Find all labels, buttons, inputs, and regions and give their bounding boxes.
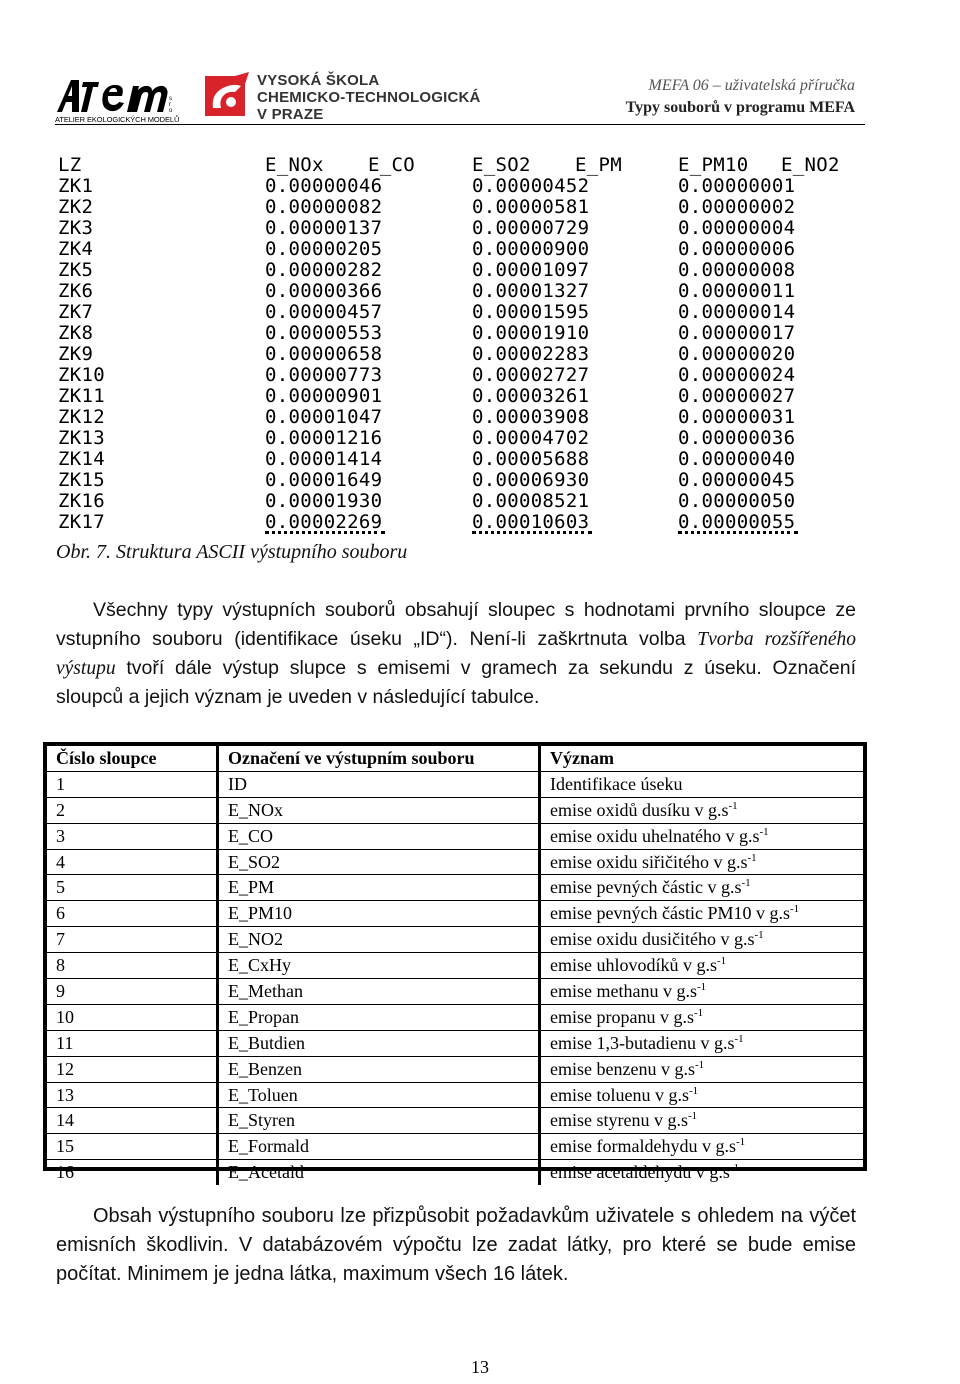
ascii-value-cell: 0.00000137	[265, 217, 383, 239]
ascii-value-cell: 0.00000024	[678, 364, 796, 386]
cell-meaning	[540, 953, 864, 979]
ascii-value-cell: ZK1	[58, 175, 94, 197]
cell-meaning	[540, 849, 864, 875]
table-row	[47, 1134, 863, 1160]
ascii-value-cell: 0.00000205	[265, 238, 383, 260]
cell-number: 10	[47, 1004, 218, 1030]
ascii-value-cell: 0.00000004	[678, 217, 796, 239]
school-name-line: VYSOKÁ ŠKOLA	[257, 72, 380, 89]
ascii-value-cell: 0.00000001	[678, 175, 796, 197]
ascii-value-cell: 0.00000040	[678, 448, 796, 470]
ascii-value-cell: 0.00000014	[678, 301, 796, 323]
table-row	[47, 927, 863, 953]
cell-code: E_Benzen	[218, 1056, 540, 1082]
meaning-text: emise oxidu siřičitého v g.s	[550, 851, 748, 872]
header-column-code: Označení ve výstupním souboru	[218, 746, 540, 771]
cell-number: 14	[47, 1108, 218, 1134]
table-row	[47, 875, 863, 901]
unit-exponent: -1	[735, 1136, 746, 1149]
svg-text:o: o	[169, 108, 173, 114]
ascii-value-cell: 0.00002727	[472, 364, 590, 386]
table-row	[47, 1004, 863, 1030]
ascii-value-cell: 0.00000082	[265, 196, 383, 218]
page-header	[55, 66, 865, 125]
option-name: Tvorba rozšířeného výstupu	[56, 629, 857, 679]
cell-number: 15	[47, 1134, 218, 1160]
cell-code: E_Propan	[218, 1004, 540, 1030]
table-row	[47, 953, 863, 979]
cell-meaning	[540, 1160, 864, 1185]
cell-meaning	[540, 927, 864, 953]
cell-code: E_PM10	[218, 901, 540, 927]
ascii-value-cell: 0.00006930	[472, 469, 590, 491]
ascii-value-cell: 0.00000658	[265, 343, 383, 365]
ascii-value-cell: 0.00000366	[265, 280, 383, 302]
cell-meaning	[540, 1056, 864, 1082]
figure-caption: Obr. 7. Struktura ASCII výstupního souboru	[56, 541, 408, 563]
unit-exponent: -1	[747, 851, 757, 864]
ascii-header-cell: E_PM	[575, 155, 622, 176]
svg-text:r: r	[169, 102, 171, 108]
cell-code: ID	[218, 771, 540, 797]
ascii-value-cell: 0.00000008	[678, 259, 796, 281]
ascii-column-e-pm	[575, 155, 622, 176]
cell-code: E_Methan	[218, 979, 540, 1005]
cell-code: E_Styren	[218, 1108, 540, 1134]
ascii-value-cell: ZK6	[58, 280, 94, 302]
ascii-value-cell: ZK8	[58, 322, 94, 344]
ascii-value-cell: 0.00001047	[265, 406, 383, 428]
cell-number: 6	[47, 901, 218, 927]
ascii-value-cell: 0.00000773	[265, 364, 383, 386]
atem-logo-text: ATELIER EKOLOGICKÝCH MODELŮ	[55, 115, 180, 124]
ascii-column-id	[58, 155, 105, 533]
meaning-text: emise acetaldehydu v g.s	[550, 1162, 730, 1183]
cell-meaning	[540, 1108, 864, 1134]
school-name-line: CHEMICKO-TECHNOLOGICKÁ	[257, 89, 481, 106]
ascii-header-cell: E_SO2	[472, 155, 531, 176]
ascii-value-cell: 0.00000452	[472, 175, 590, 197]
unit-exponent: -1	[688, 1084, 699, 1097]
ascii-value-cell: 0.00002269	[265, 511, 383, 533]
cell-meaning	[540, 823, 864, 849]
ascii-value-cell: ZK4	[58, 238, 94, 260]
paragraph-text: Všechny typy výstupních souborů obsahují sloupec s hodnotami prvního sloupce ze vstupního souboru (identifikace úseku „ID“). Není-li zaškrtnuta volba	[56, 599, 856, 650]
unit-exponent: -1	[789, 903, 800, 916]
ascii-value-cell: 0.00000282	[265, 259, 383, 281]
paragraph-text: tvoří dále výstup slupce s emisemi v gramech za sekundu z úseku. Označení sloupců a jejich význam je uveden v následující tabulce.	[56, 657, 856, 708]
ascii-header-cell: E_PM10	[678, 155, 749, 176]
table-row	[47, 1160, 863, 1185]
ascii-value-cell: ZK3	[58, 217, 94, 239]
ascii-value-cell: 0.00000002	[678, 196, 796, 218]
header-column-meaning: Význam	[540, 746, 864, 771]
vscht-emblem-icon	[205, 72, 251, 118]
meaning-text: emise propanu v g.s	[550, 1006, 694, 1027]
ascii-value-cell: 0.00010603	[472, 511, 590, 533]
page-number: 13	[471, 1357, 489, 1377]
cell-meaning	[540, 771, 864, 797]
cell-number: 8	[47, 953, 218, 979]
cell-code: E_NOx	[218, 797, 540, 823]
unit-exponent: -1	[696, 980, 707, 993]
unit-exponent: -1	[729, 1162, 740, 1175]
cell-number: 2	[47, 797, 218, 823]
table-row	[47, 849, 863, 875]
cell-number: 3	[47, 823, 218, 849]
unit-exponent: -1	[734, 1032, 744, 1045]
school-name	[257, 72, 481, 123]
ascii-value-cell: 0.00005688	[472, 448, 590, 470]
cell-code: E_NO2	[218, 927, 540, 953]
ascii-value-cell: ZK15	[58, 469, 105, 491]
ascii-value-cell: ZK14	[58, 448, 105, 470]
meaning-text: emise 1,3-butadienu v g.s	[550, 1032, 735, 1053]
meaning-text: emise oxidu dusičitého v g.s	[550, 929, 755, 950]
cell-code: E_SO2	[218, 849, 540, 875]
school-name-line: V PRAZE	[257, 106, 324, 123]
table-header-row	[47, 746, 863, 771]
ascii-value-cell: 0.00000046	[265, 175, 383, 197]
meaning-text: emise uhlovodíků v g.s	[550, 955, 717, 976]
ascii-value-cell: 0.00001649	[265, 469, 383, 491]
ascii-output-figure	[56, 155, 856, 537]
ascii-value-cell: 0.00001097	[472, 259, 590, 281]
ascii-value-cell: ZK13	[58, 427, 105, 449]
vscht-logo	[205, 72, 525, 123]
meaning-text: emise styrenu v g.s	[550, 1110, 688, 1131]
ascii-value-cell: ZK16	[58, 490, 105, 512]
cell-code: E_PM	[218, 875, 540, 901]
paragraph-intro	[56, 596, 856, 712]
cell-number: 7	[47, 927, 218, 953]
cell-number: 16	[47, 1160, 218, 1185]
unit-exponent: -1	[728, 799, 738, 812]
cell-meaning	[540, 901, 864, 927]
ascii-column-e-so2	[472, 155, 589, 533]
paragraph-text: Obsah výstupního souboru lze přizpůsobit požadavkům uživatele s ohledem na výčet emisních škodlivin. V databázovém výpočtu lze zadat látky, pro které se bude emise počítat. Minimem je jedna látka, maximum všech 16 látek.	[56, 1205, 856, 1285]
unit-exponent: -1	[687, 1110, 698, 1123]
table-row	[47, 797, 863, 823]
meaning-text: emise toluenu v g.s	[550, 1084, 689, 1105]
table-row	[47, 771, 863, 797]
ascii-value-cell: 0.00001216	[265, 427, 383, 449]
ascii-value-cell: 0.00000901	[265, 385, 383, 407]
ascii-header-cell: E_CO	[368, 155, 415, 176]
ascii-value-cell: 0.00000729	[472, 217, 590, 239]
ascii-value-cell: 0.00001930	[265, 490, 383, 512]
atem-logo	[55, 72, 180, 124]
cell-meaning	[540, 1030, 864, 1056]
document-title-block	[626, 75, 855, 119]
ascii-column-e-co	[368, 155, 415, 176]
ascii-value-cell: 0.00000017	[678, 322, 796, 344]
ascii-column-e-nox	[265, 155, 382, 533]
ascii-value-cell: ZK7	[58, 301, 94, 323]
table-row	[47, 823, 863, 849]
ascii-value-cell: ZK5	[58, 259, 94, 281]
ascii-value-cell: 0.00001414	[265, 448, 383, 470]
document-title: MEFA 06 – uživatelská příručka	[648, 77, 855, 94]
table-row	[47, 1082, 863, 1108]
ascii-value-cell: 0.00002283	[472, 343, 590, 365]
ascii-value-cell: 0.00001327	[472, 280, 590, 302]
ascii-value-cell: ZK2	[58, 196, 94, 218]
unit-exponent: -1	[694, 1058, 705, 1071]
ascii-cutoff-line	[678, 531, 798, 537]
cell-meaning	[540, 875, 864, 901]
ascii-value-cell: ZK17	[58, 511, 105, 533]
ascii-value-cell: 0.00000553	[265, 322, 383, 344]
table-row	[47, 1056, 863, 1082]
ascii-cutoff-line	[265, 531, 385, 537]
unit-exponent: -1	[754, 929, 764, 942]
ascii-header-cell: LZ	[58, 155, 82, 176]
meaning-text: emise oxidu uhelnatého v g.s	[550, 825, 760, 846]
table-row	[47, 901, 863, 927]
cell-code: E_CxHy	[218, 953, 540, 979]
unit-exponent: -1	[759, 825, 769, 838]
unit-exponent: -1	[693, 1006, 704, 1019]
svg-text:s: s	[169, 96, 172, 102]
meaning-text: emise pevných částic v g.s	[550, 877, 742, 898]
ascii-value-cell: 0.00001595	[472, 301, 590, 323]
meaning-text: emise benzenu v g.s	[550, 1058, 695, 1079]
ascii-value-cell: 0.00003261	[472, 385, 590, 407]
ascii-value-cell: ZK11	[58, 385, 105, 407]
cell-meaning	[540, 1004, 864, 1030]
ascii-column-e-pm10	[678, 155, 795, 533]
ascii-value-cell: 0.00000045	[678, 469, 796, 491]
paragraph-outro	[56, 1202, 856, 1289]
ascii-value-cell: ZK10	[58, 364, 105, 386]
column-table	[43, 742, 867, 1183]
ascii-value-cell: 0.00001910	[472, 322, 590, 344]
ascii-value-cell: 0.00000031	[678, 406, 796, 428]
meaning-text: emise oxidů dusíku v g.s	[550, 799, 729, 820]
cell-meaning	[540, 979, 864, 1005]
cell-number: 4	[47, 849, 218, 875]
ascii-value-cell: 0.00000027	[678, 385, 796, 407]
ascii-value-cell: 0.00003908	[472, 406, 590, 428]
unit-exponent: -1	[717, 955, 727, 968]
cell-number: 1	[47, 771, 218, 797]
cell-meaning	[540, 797, 864, 823]
cell-meaning	[540, 1134, 864, 1160]
cell-number: 12	[47, 1056, 218, 1082]
ascii-value-cell: ZK9	[58, 343, 94, 365]
header-column-number: Číslo sloupce	[47, 746, 218, 771]
ascii-value-cell: 0.00000011	[678, 280, 796, 302]
ascii-value-cell: 0.00000020	[678, 343, 796, 365]
ascii-value-cell: ZK12	[58, 406, 105, 428]
table-row	[47, 979, 863, 1005]
column-table-grid	[47, 746, 863, 1185]
cell-number: 9	[47, 979, 218, 1005]
ascii-value-cell: 0.00000050	[678, 490, 796, 512]
ascii-column-e-no2	[781, 155, 840, 176]
meaning-text: Identifikace úseku	[550, 773, 683, 794]
ascii-value-cell: 0.00000055	[678, 511, 796, 533]
cell-code: E_Butdien	[218, 1030, 540, 1056]
cell-code: E_CO	[218, 823, 540, 849]
cell-meaning	[540, 1082, 864, 1108]
ascii-value-cell: 0.00004702	[472, 427, 590, 449]
ascii-value-cell: 0.00000900	[472, 238, 590, 260]
cell-code: E_Toluen	[218, 1082, 540, 1108]
table-row	[47, 1030, 863, 1056]
ascii-value-cell: 0.00000457	[265, 301, 383, 323]
cell-number: 5	[47, 875, 218, 901]
ascii-value-cell: 0.00000581	[472, 196, 590, 218]
cell-code: E_Formald	[218, 1134, 540, 1160]
ascii-header-cell: E_NO2	[781, 155, 840, 176]
ascii-header-cell: E_NOx	[265, 155, 324, 176]
ascii-value-cell: 0.00000006	[678, 238, 796, 260]
unit-exponent: -1	[741, 877, 751, 890]
document-subtitle: Typy souborů v programu MEFA	[625, 99, 855, 116]
atem-logo-mark	[55, 72, 177, 114]
table-row	[47, 1108, 863, 1134]
cell-number: 13	[47, 1082, 218, 1108]
ascii-cutoff-line	[472, 531, 592, 537]
meaning-text: emise formaldehydu v g.s	[550, 1136, 736, 1157]
meaning-text: emise methanu v g.s	[550, 980, 697, 1001]
meaning-text: emise pevných částic PM10 v g.s	[550, 903, 790, 924]
ascii-value-cell: 0.00008521	[472, 490, 590, 512]
ascii-value-cell: 0.00000036	[678, 427, 796, 449]
cell-number: 11	[47, 1030, 218, 1056]
cell-code: E_Acetald	[218, 1160, 540, 1185]
